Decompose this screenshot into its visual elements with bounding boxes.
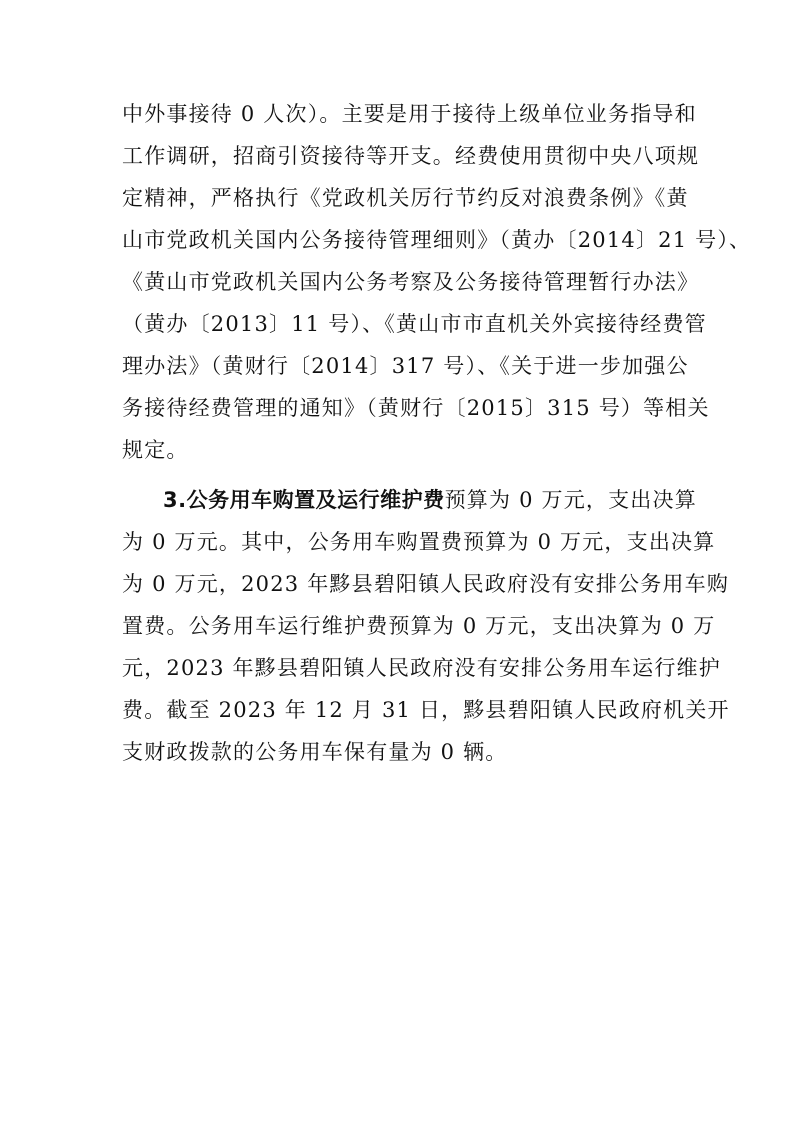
section-3-heading: 3.公务用车购置及运行维护费 [163,488,445,512]
section-3-line: 元，2023 年黟县碧阳镇人民政府没有安排公务用车运行维护 [122,656,721,680]
paragraph-line: 定精神，严格执行《党政机关厉行节约反对浪费条例》《黄 [122,186,689,210]
paragraph-line: 理办法》（黄财行〔2014〕317 号）、《关于进一步加强公 [122,354,689,378]
section-3-first-line-text: 预算为 0 万元，支出决算 [444,488,697,512]
section-3-line: 支财政拨款的公务用车保有量为 0 辆。 [122,740,508,764]
section-3-line: 置费。公务用车运行维护费预算为 0 万元，支出决算为 0 万 [122,614,716,638]
section-3-first-line [163,480,697,520]
paragraph-line: 中外事接待 0 人次）。主要是用于接待上级单位业务指导和 [122,102,697,126]
paragraph-line: 山市党政机关国内公务接待管理细则》（黄办〔2014〕21 号）、 [122,228,752,252]
section-3-line: 为 0 万元。其中，公务用车购置费预算为 0 万元，支出决算 [122,530,716,554]
paragraph-line: 工作调研，招商引资接待等开支。经费使用贯彻中央八项规 [122,144,700,168]
paragraph-line: 《黄山市党政机关国内公务考察及公务接待管理暂行办法》 [122,270,700,294]
paragraph-line: 规定。 [122,438,189,462]
paragraph-line: 务接待经费管理的通知》（黄财行〔2015〕315 号）等相关 [122,396,710,420]
section-3-line: 费。截至 2023 年 12 月 31 日，黟县碧阳镇人民政府机关开 [122,698,730,722]
paragraph-line: （黄办〔2013〕11 号）、《黄山市市直机关外宾接待经费管 [122,312,707,336]
section-3-line: 为 0 万元，2023 年黟县碧阳镇人民政府没有安排公务用车购 [122,572,730,596]
